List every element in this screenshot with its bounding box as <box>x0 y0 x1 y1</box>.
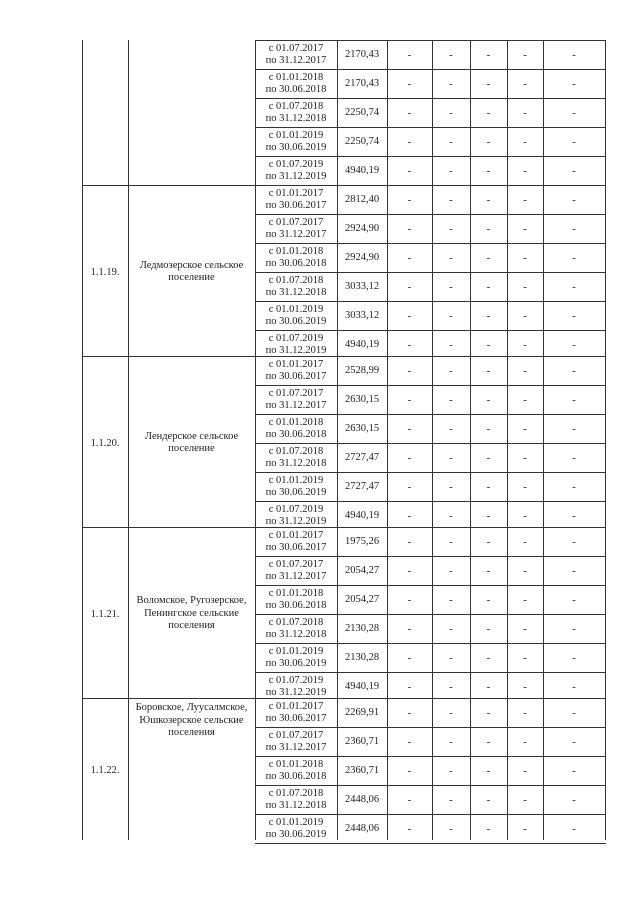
settlement-name-line: Пенингское сельские <box>144 607 239 619</box>
empty-value-dash: - <box>523 764 527 777</box>
period-from: с 01.01.2017 <box>268 700 324 712</box>
period-from: с 01.01.2019 <box>268 303 324 315</box>
empty-value-dash: - <box>449 251 453 264</box>
empty-value-dash: - <box>572 106 576 119</box>
empty-value-dash: - <box>572 593 576 606</box>
empty-value-dash: - <box>572 164 576 177</box>
period-to: по 31.12.2017 <box>265 54 327 66</box>
empty-value-dash: - <box>407 251 412 264</box>
period-cell <box>255 185 337 214</box>
empty-value-dash: - <box>486 48 491 61</box>
period-from: с 01.07.2017 <box>268 729 324 741</box>
tariff-value: 2924,90 <box>344 252 380 263</box>
settlement-name-line: Лендерское сельское <box>144 430 239 442</box>
empty-value-dash: - <box>486 793 491 806</box>
empty-value-dash: - <box>486 735 491 748</box>
period-from: с 01.07.2018 <box>268 274 324 286</box>
period-from: с 01.01.2018 <box>268 416 324 428</box>
section-code: 1.1.20. <box>90 437 120 449</box>
empty-value-dash: - <box>449 135 453 148</box>
empty-value-dash: - <box>407 509 412 522</box>
period-to: по 30.06.2018 <box>265 770 327 782</box>
empty-value-dash: - <box>449 480 453 493</box>
empty-value-dash: - <box>486 706 491 719</box>
tariff-value: 4940,19 <box>344 510 380 521</box>
empty-value-dash: - <box>572 135 576 148</box>
section-code: 1.1.21. <box>90 608 120 620</box>
tariff-value: 2630,15 <box>344 394 380 405</box>
tariff-value: 2054,27 <box>344 594 380 605</box>
tariff-value: 2250,74 <box>344 136 380 147</box>
empty-value-dash: - <box>449 280 453 293</box>
empty-value-dash: - <box>407 309 412 322</box>
empty-value-dash: - <box>572 651 576 664</box>
empty-value-dash: - <box>523 651 527 664</box>
empty-value-dash: - <box>523 535 527 548</box>
empty-value-dash: - <box>449 735 453 748</box>
empty-value-dash: - <box>407 706 412 719</box>
tariff-value: 3033,12 <box>344 281 380 292</box>
period-cell <box>255 585 337 614</box>
empty-value-dash: - <box>486 280 491 293</box>
empty-value-dash: - <box>523 564 527 577</box>
empty-value-dash: - <box>572 822 576 835</box>
period-from: с 01.07.2018 <box>268 445 324 457</box>
tariff-value: 4940,19 <box>344 681 380 692</box>
period-to: по 30.06.2018 <box>265 257 327 269</box>
empty-value-dash: - <box>449 651 453 664</box>
empty-value-dash: - <box>572 680 576 693</box>
empty-value-dash: - <box>523 509 527 522</box>
empty-value-dash: - <box>572 251 576 264</box>
empty-value-dash: - <box>486 651 491 664</box>
empty-value-dash: - <box>449 535 453 548</box>
period-from: с 01.01.2018 <box>268 758 324 770</box>
period-from: с 01.07.2018 <box>268 787 324 799</box>
period-to: по 30.06.2017 <box>265 199 327 211</box>
empty-value-dash: - <box>486 622 491 635</box>
period-to: по 31.12.2019 <box>265 515 327 527</box>
period-cell <box>255 814 337 843</box>
period-from: с 01.01.2018 <box>268 71 324 83</box>
empty-value-dash: - <box>486 564 491 577</box>
empty-value-dash: - <box>449 564 453 577</box>
empty-value-dash: - <box>486 364 491 377</box>
empty-value-dash: - <box>523 222 527 235</box>
empty-value-dash: - <box>523 622 527 635</box>
empty-value-dash: - <box>407 106 412 119</box>
empty-value-dash: - <box>523 77 527 90</box>
settlement-name <box>128 698 255 843</box>
empty-value-dash: - <box>486 451 491 464</box>
period-cell <box>255 672 337 701</box>
period-cell <box>255 40 337 69</box>
empty-value-dash: - <box>486 480 491 493</box>
empty-value-dash: - <box>486 680 491 693</box>
empty-value-dash: - <box>486 535 491 548</box>
empty-value-dash: - <box>486 77 491 90</box>
period-cell <box>255 698 337 727</box>
empty-value-dash: - <box>523 393 527 406</box>
period-to: по 30.06.2019 <box>265 315 327 327</box>
empty-value-dash: - <box>407 222 412 235</box>
period-cell <box>255 69 337 98</box>
tariff-value: 2812,40 <box>344 194 380 205</box>
period-cell <box>255 614 337 643</box>
tariff-value: 2727,47 <box>344 452 380 463</box>
settlement-name-line: Юшкозерское сельские <box>139 714 244 726</box>
period-from: с 01.01.2017 <box>268 187 324 199</box>
period-from: с 01.07.2019 <box>268 158 324 170</box>
period-to: по 31.12.2019 <box>265 170 327 182</box>
empty-value-dash: - <box>523 309 527 322</box>
tariff-value: 4940,19 <box>344 165 380 176</box>
settlement-name-line: поселения <box>168 620 215 632</box>
period-from: с 01.01.2018 <box>268 587 324 599</box>
period-from: с 01.01.2019 <box>268 474 324 486</box>
period-from: с 01.01.2019 <box>268 645 324 657</box>
period-from: с 01.07.2017 <box>268 42 324 54</box>
tariff-value: 2170,43 <box>344 78 380 89</box>
column-divider <box>605 40 606 840</box>
empty-value-dash: - <box>407 364 412 377</box>
tariff-value: 2630,15 <box>344 423 380 434</box>
empty-value-dash: - <box>407 193 412 206</box>
empty-value-dash: - <box>449 793 453 806</box>
empty-value-dash: - <box>523 735 527 748</box>
empty-value-dash: - <box>486 764 491 777</box>
empty-value-dash: - <box>523 193 527 206</box>
period-cell <box>255 301 337 330</box>
empty-value-dash: - <box>407 822 412 835</box>
tariff-value: 2528,99 <box>344 365 380 376</box>
empty-value-dash: - <box>572 193 576 206</box>
empty-value-dash: - <box>572 451 576 464</box>
empty-value-dash: - <box>407 593 412 606</box>
settlement-name-line: Ледмозерское сельское <box>139 259 244 271</box>
empty-value-dash: - <box>407 535 412 548</box>
empty-value-dash: - <box>486 164 491 177</box>
empty-value-dash: - <box>407 422 412 435</box>
empty-value-dash: - <box>523 706 527 719</box>
empty-value-dash: - <box>572 280 576 293</box>
empty-value-dash: - <box>449 106 453 119</box>
empty-value-dash: - <box>407 622 412 635</box>
period-from: с 01.07.2017 <box>268 387 324 399</box>
period-to: по 31.12.2018 <box>265 112 327 124</box>
section-code: 1.1.22. <box>90 765 120 776</box>
empty-value-dash: - <box>407 480 412 493</box>
period-to: по 31.12.2018 <box>265 799 327 811</box>
empty-value-dash: - <box>523 48 527 61</box>
period-from: с 01.01.2017 <box>268 358 324 370</box>
empty-value-dash: - <box>523 364 527 377</box>
tariff-value: 1975,26 <box>344 536 380 547</box>
empty-value-dash: - <box>523 251 527 264</box>
empty-value-dash: - <box>407 338 412 351</box>
period-to: по 31.12.2019 <box>265 686 327 698</box>
settlement-name-line: поселения <box>168 727 215 738</box>
period-cell <box>255 785 337 814</box>
empty-value-dash: - <box>449 164 453 177</box>
empty-value-dash: - <box>572 77 576 90</box>
empty-value-dash: - <box>572 764 576 777</box>
period-to: по 31.12.2018 <box>265 286 327 298</box>
empty-value-dash: - <box>407 164 412 177</box>
period-cell <box>255 556 337 585</box>
empty-value-dash: - <box>449 764 453 777</box>
period-cell <box>255 756 337 785</box>
empty-value-dash: - <box>449 338 453 351</box>
empty-value-dash: - <box>449 77 453 90</box>
period-cell <box>255 243 337 272</box>
period-cell <box>255 156 337 185</box>
empty-value-dash: - <box>407 135 412 148</box>
empty-value-dash: - <box>572 338 576 351</box>
empty-value-dash: - <box>449 706 453 719</box>
period-cell <box>255 356 337 385</box>
empty-value-dash: - <box>572 364 576 377</box>
empty-value-dash: - <box>449 309 453 322</box>
empty-value-dash: - <box>486 822 491 835</box>
period-cell <box>255 98 337 127</box>
empty-value-dash: - <box>449 222 453 235</box>
empty-value-dash: - <box>449 680 453 693</box>
tariff-value: 2448,06 <box>344 794 380 805</box>
empty-value-dash: - <box>572 509 576 522</box>
empty-value-dash: - <box>449 509 453 522</box>
period-to: по 31.12.2017 <box>265 228 327 240</box>
empty-value-dash: - <box>572 564 576 577</box>
empty-value-dash: - <box>407 48 412 61</box>
period-from: с 01.07.2019 <box>268 503 324 515</box>
tariff-value: 2924,90 <box>344 223 380 234</box>
empty-value-dash: - <box>523 135 527 148</box>
period-cell <box>255 727 337 756</box>
settlement-name <box>128 185 255 359</box>
empty-value-dash: - <box>572 222 576 235</box>
empty-value-dash: - <box>486 135 491 148</box>
period-to: по 30.06.2018 <box>265 428 327 440</box>
empty-value-dash: - <box>407 680 412 693</box>
empty-value-dash: - <box>486 509 491 522</box>
period-cell <box>255 385 337 414</box>
period-to: по 30.06.2018 <box>265 83 327 95</box>
empty-value-dash: - <box>523 793 527 806</box>
empty-value-dash: - <box>523 280 527 293</box>
period-from: с 01.07.2018 <box>268 100 324 112</box>
empty-value-dash: - <box>486 593 491 606</box>
tariff-value: 2054,27 <box>344 565 380 576</box>
empty-value-dash: - <box>449 193 453 206</box>
tariff-value: 2269,91 <box>344 707 380 718</box>
empty-value-dash: - <box>523 480 527 493</box>
period-cell <box>255 330 337 359</box>
empty-value-dash: - <box>572 48 576 61</box>
period-to: по 30.06.2019 <box>265 141 327 153</box>
empty-value-dash: - <box>449 393 453 406</box>
tariff-value: 2360,71 <box>344 765 380 776</box>
empty-value-dash: - <box>486 222 491 235</box>
empty-value-dash: - <box>486 251 491 264</box>
empty-value-dash: - <box>486 106 491 119</box>
period-from: с 01.01.2019 <box>268 816 324 828</box>
empty-value-dash: - <box>407 280 412 293</box>
period-to: по 31.12.2017 <box>265 741 327 753</box>
empty-value-dash: - <box>486 393 491 406</box>
empty-value-dash: - <box>572 535 576 548</box>
empty-value-dash: - <box>572 309 576 322</box>
period-cell <box>255 472 337 501</box>
period-to: по 30.06.2019 <box>265 486 327 498</box>
empty-value-dash: - <box>523 593 527 606</box>
period-to: по 30.06.2018 <box>265 599 327 611</box>
settlement-name <box>128 356 255 530</box>
empty-value-dash: - <box>572 622 576 635</box>
period-to: по 31.12.2018 <box>265 457 327 469</box>
period-to: по 30.06.2017 <box>265 541 327 553</box>
tariff-value: 2250,74 <box>344 107 380 118</box>
empty-value-dash: - <box>572 480 576 493</box>
empty-value-dash: - <box>449 422 453 435</box>
period-cell <box>255 127 337 156</box>
period-cell <box>255 272 337 301</box>
empty-value-dash: - <box>572 793 576 806</box>
section-code: 1.1.19. <box>90 266 120 278</box>
period-from: с 01.01.2017 <box>268 529 324 541</box>
period-to: по 30.06.2017 <box>265 370 327 382</box>
empty-value-dash: - <box>572 735 576 748</box>
empty-value-dash: - <box>523 822 527 835</box>
tariff-value: 2360,71 <box>344 736 380 747</box>
period-to: по 31.12.2018 <box>265 628 327 640</box>
period-from: с 01.07.2017 <box>268 216 324 228</box>
row-divider <box>255 843 606 844</box>
period-from: с 01.07.2018 <box>268 616 324 628</box>
empty-value-dash: - <box>486 422 491 435</box>
settlement-name-line: поселение <box>168 443 215 454</box>
tariff-value: 4940,19 <box>344 339 380 350</box>
period-cell <box>255 214 337 243</box>
tariff-value: 2130,28 <box>344 623 380 634</box>
period-from: с 01.01.2019 <box>268 129 324 141</box>
empty-value-dash: - <box>523 422 527 435</box>
tariff-value: 2170,43 <box>344 49 380 60</box>
period-to: по 30.06.2019 <box>265 657 327 669</box>
tariff-value: 3033,12 <box>344 310 380 321</box>
empty-value-dash: - <box>486 309 491 322</box>
empty-value-dash: - <box>407 77 412 90</box>
period-to: по 31.12.2019 <box>265 344 327 356</box>
empty-value-dash: - <box>523 106 527 119</box>
empty-value-dash: - <box>407 393 412 406</box>
settlement-name <box>128 40 255 185</box>
empty-value-dash: - <box>407 451 412 464</box>
empty-value-dash: - <box>449 364 453 377</box>
empty-value-dash: - <box>407 651 412 664</box>
period-from: с 01.07.2017 <box>268 558 324 570</box>
empty-value-dash: - <box>486 338 491 351</box>
empty-value-dash: - <box>572 706 576 719</box>
empty-value-dash: - <box>449 593 453 606</box>
period-to: по 31.12.2017 <box>265 399 327 411</box>
period-from: с 01.07.2019 <box>268 332 324 344</box>
empty-value-dash: - <box>449 48 453 61</box>
period-from: с 01.01.2018 <box>268 245 324 257</box>
period-cell <box>255 643 337 672</box>
empty-value-dash: - <box>523 680 527 693</box>
period-to: по 31.12.2017 <box>265 570 327 582</box>
empty-value-dash: - <box>572 422 576 435</box>
empty-value-dash: - <box>449 451 453 464</box>
empty-value-dash: - <box>486 193 491 206</box>
period-to: по 30.06.2019 <box>265 828 327 840</box>
empty-value-dash: - <box>523 451 527 464</box>
tariff-value: 2727,47 <box>344 481 380 492</box>
tariff-value: 2130,28 <box>344 652 380 663</box>
period-cell <box>255 443 337 472</box>
period-from: с 01.07.2019 <box>268 674 324 686</box>
empty-value-dash: - <box>407 735 412 748</box>
settlement-name-line: поселение <box>168 272 215 283</box>
settlement-name <box>128 527 255 701</box>
section-code <box>82 40 128 185</box>
period-to: по 30.06.2017 <box>265 712 327 724</box>
period-cell <box>255 501 337 530</box>
empty-value-dash: - <box>523 164 527 177</box>
empty-value-dash: - <box>449 822 453 835</box>
settlement-name-line: Воломское, Ругозерское, <box>136 595 247 607</box>
settlement-name-line: Боровское, Луусалмское, <box>135 702 248 713</box>
empty-value-dash: - <box>523 338 527 351</box>
period-cell <box>255 414 337 443</box>
empty-value-dash: - <box>407 764 412 777</box>
empty-value-dash: - <box>449 622 453 635</box>
period-cell <box>255 527 337 556</box>
empty-value-dash: - <box>407 793 412 806</box>
empty-value-dash: - <box>407 564 412 577</box>
tariff-value: 2448,06 <box>344 823 380 834</box>
empty-value-dash: - <box>572 393 576 406</box>
